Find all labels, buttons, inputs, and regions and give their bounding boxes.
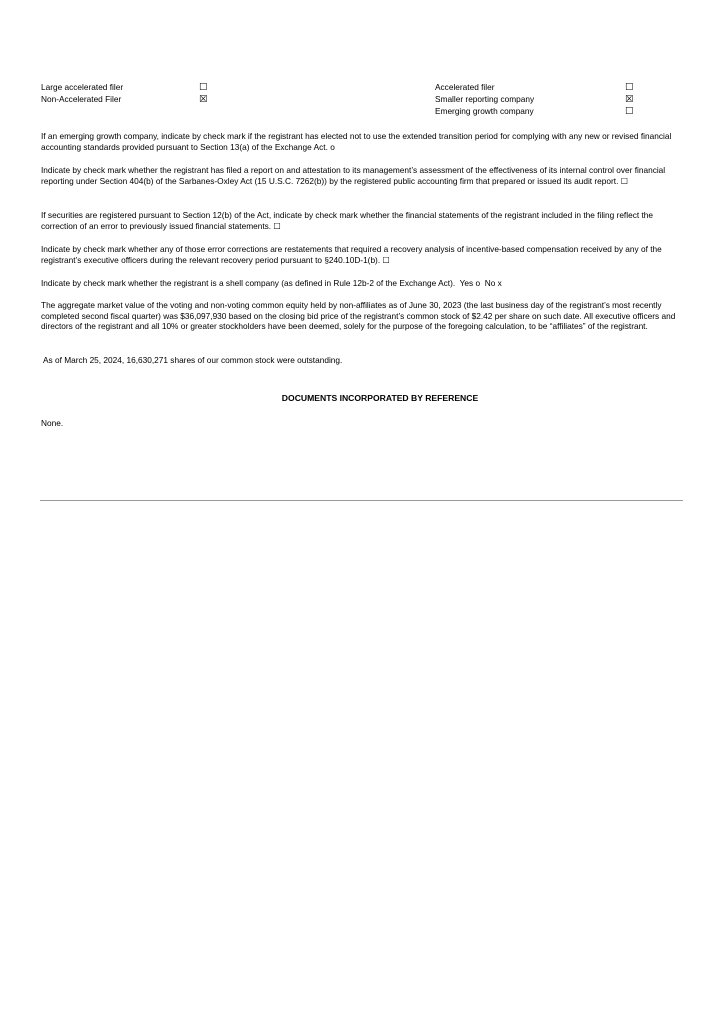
shares-outstanding-paragraph: As of March 25, 2024, 16,630,271 shares of our common stock were outstanding. — [43, 355, 343, 365]
error-correction-checkbox: ☐ — [273, 220, 281, 231]
shell-company-no-mark: x — [497, 278, 502, 288]
smaller-reporting-company-label: Smaller reporting company — [435, 94, 535, 104]
documents-incorporated-heading: DOCUMENTS INCORPORATED BY REFERENCE — [281, 393, 479, 403]
shell-company-text: Indicate by check mark whether the registrant is a shell company (as defined in Rule 12b-2 of the Exchange Act). — [41, 278, 456, 288]
shell-company-yes-label: Yes — [459, 278, 474, 288]
clawback-text: Indicate by check mark whether any of those error corrections are restatements that required a recovery analysis of incentive-based compensation received by any of the registrant’s executive officers during the relevant recovery period pursuant to §240.10D-1(b). — [41, 244, 662, 265]
documents-incorporated-body: None. — [41, 418, 64, 428]
large-accelerated-filer-checkbox: ☐ — [199, 82, 208, 93]
accelerated-filer-label: Accelerated filer — [435, 82, 495, 92]
emerging-growth-election-text: If an emerging growth company, indicate by check mark if the registrant has elected not to use the extended transition period for complying with any new or revised financial accounting standards provided pursuant to Section 13(a) of the Exchange Act. — [41, 131, 672, 152]
market-value-paragraph: The aggregate market value of the voting and non-voting common equity held by non-affiliates as of June 30, 2023 (the last business day of the registrant’s most recently completed second fiscal quarter) was $36,097,930 based on the closing bid price of the registrant’s common stock of $2.42 per share on such date. All executive officers and directors of the registrant and all 10% or greater stockholders have been deemed, solely for the purpose of the foregoing calculation, to be “affiliates” of the registrant. — [41, 300, 676, 332]
error-correction-paragraph — [41, 210, 683, 231]
icfr-attestation-checkbox: ☐ — [620, 175, 629, 186]
shell-company-yes-mark: o — [475, 278, 481, 288]
clawback-paragraph — [41, 244, 683, 265]
emerging-growth-election-mark: o — [330, 141, 335, 152]
smaller-reporting-company-checkbox: ☒ — [625, 94, 634, 105]
emerging-growth-company-label: Emerging growth company — [435, 106, 534, 116]
icfr-attestation-text: Indicate by check mark whether the registrant has filed a report on and attestation to its management’s assessment of the effectiveness of its internal control over financial reporting under Section 404(b) of the Sarbanes-Oxley Act (15 U.S.C. 7262(b)) by the registered public accounting firm that prepared or issued its audit report. — [41, 165, 666, 186]
large-accelerated-filer-label: Large accelerated filer — [41, 82, 124, 92]
accelerated-filer-checkbox: ☐ — [625, 82, 634, 93]
non-accelerated-filer-checkbox: ☒ — [199, 94, 208, 105]
error-correction-text: If securities are registered pursuant to Section 12(b) of the Act, indicate by check mark whether the financial statements of the registrant included in the filing reflect the correction of an error to previously issued financial statements. — [41, 210, 653, 231]
clawback-checkbox: ☐ — [382, 254, 390, 265]
shell-company-no-label: No — [484, 278, 496, 288]
emerging-growth-election-paragraph — [41, 131, 683, 152]
non-accelerated-filer-label: Non-Accelerated Filer — [41, 94, 122, 104]
icfr-attestation-paragraph — [41, 165, 683, 186]
emerging-growth-company-checkbox: ☐ — [625, 106, 634, 117]
horizontal-rule — [40, 500, 683, 501]
shell-company-paragraph — [41, 278, 683, 289]
